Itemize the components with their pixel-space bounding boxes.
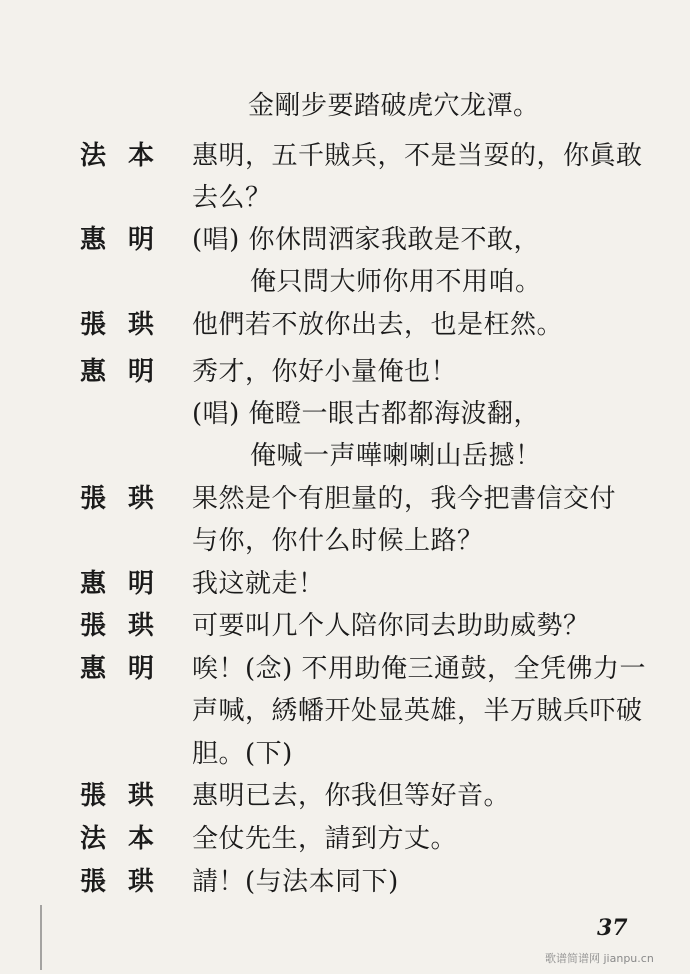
speaker-name: 張珙: [80, 611, 177, 641]
dialogue-text: 可要叫几个人陪你同去助助威勢？: [192, 611, 590, 641]
speaker-name: 張珙: [80, 867, 177, 897]
page-number: 37: [597, 915, 628, 941]
dialogue-text: 唉！(念) 不用助俺三通鼓，全凭佛力一: [192, 654, 647, 684]
dialogue-text: 俺喊一声嘩喇喇山岳撼！: [250, 441, 542, 471]
dialogue-line: [0, 649, 690, 689]
dialogue-line: [0, 691, 690, 731]
dialogue-line: [0, 606, 690, 646]
dialogue-line: [0, 136, 690, 176]
speaker-name: 法本: [80, 824, 177, 854]
dialogue-line: [0, 521, 690, 561]
dialogue-text: 我这就走！: [192, 569, 325, 599]
dialogue-line: [0, 734, 690, 774]
dialogue-text: 請！(与法本同下): [192, 867, 399, 897]
dialogue-line: [0, 564, 690, 604]
dialogue-text: 与你，你什么时候上路？: [192, 526, 484, 556]
speaker-name: 惠明: [80, 225, 177, 255]
dialogue-text: 果然是个有胆量的，我今把書信交付: [192, 484, 617, 514]
dialogue-text: 惠明，五千賊兵，不是当耍的，你眞敢: [192, 141, 643, 171]
dialogue-line: [0, 220, 690, 260]
dialogue-line: [0, 86, 690, 126]
dialogue-line: [0, 776, 690, 816]
speaker-name: 法本: [80, 141, 177, 171]
dialogue-line: [0, 352, 690, 392]
dialogue-text: 俺只問大师你用不用咱。: [250, 267, 542, 297]
dialogue-line: [0, 178, 690, 218]
dialogue-text: 胆。(下): [192, 739, 293, 769]
dialogue-line: [0, 262, 690, 302]
watermark: 歌谱简谱网 jianpu.cn: [545, 952, 654, 965]
speaker-name: 惠明: [80, 654, 177, 684]
speaker-name: 惠明: [80, 357, 177, 387]
dialogue-text: 去么？: [192, 183, 272, 213]
dialogue-text: 他們若不放你出去，也是枉然。: [192, 310, 564, 340]
dialogue-text: 惠明已去，你我但等好音。: [192, 781, 511, 811]
speaker-name: 惠明: [80, 569, 177, 599]
page-edge-mark: [40, 905, 42, 970]
dialogue-line: [0, 394, 690, 434]
dialogue-text: 秀才，你好小量俺也！: [192, 357, 458, 387]
dialogue-line: [0, 479, 690, 519]
dialogue-text: (唱) 你休問洒家我敢是不敢，: [192, 225, 541, 255]
speaker-name: 張珙: [80, 310, 177, 340]
dialogue-line: [0, 305, 690, 345]
dialogue-text: (唱) 俺瞪一眼古都都海波翻，: [192, 399, 541, 429]
dialogue-line: [0, 819, 690, 859]
dialogue-text: 声喊，綉幡开处显英雄，半万賊兵吓破: [192, 696, 643, 726]
dialogue-line: [0, 436, 690, 476]
dialogue-text: 金剛步要踏破虎穴龙潭。: [248, 91, 540, 121]
speaker-name: 張珙: [80, 484, 177, 514]
dialogue-line: [0, 862, 690, 902]
speaker-name: 張珙: [80, 781, 177, 811]
dialogue-text: 全仗先生，請到方丈。: [192, 824, 458, 854]
